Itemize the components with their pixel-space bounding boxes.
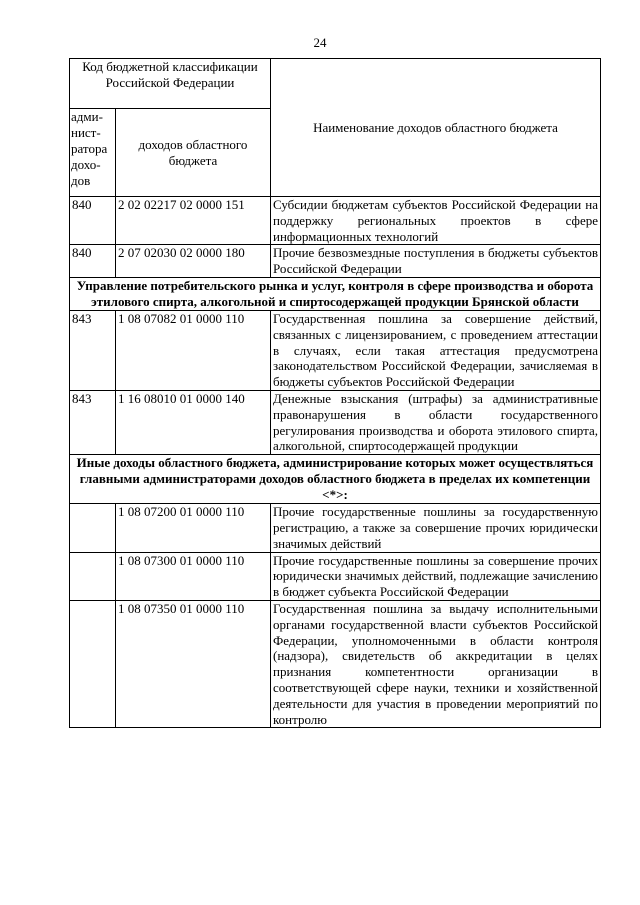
- table-row: [70, 552, 601, 600]
- table-row: [70, 245, 601, 278]
- admin-code: 840: [70, 197, 116, 245]
- income-name: Государственная пошлина за выдачу исполнительными органами государственной власти субъектов Российской Федерации, уполномоченными в области контроля (надзора), свидетельств об аккредитации в целях признания компетентности организации в соответствующей сфере науки, техники и хозяйственной деятельности для участия в проведении мероприятий по контролю: [271, 600, 601, 727]
- section-row: [70, 455, 601, 504]
- budget-code: 1 08 07350 01 0000 110: [116, 600, 271, 727]
- section-heading: Иные доходы областного бюджета, администрирование которых может осуществляться главными администраторами доходов областного бюджета в пределах их компетенции <*>:: [70, 455, 601, 504]
- budget-code: 1 08 07200 01 0000 110: [116, 504, 271, 552]
- budget-code: 2 02 02217 02 0000 151: [116, 197, 271, 245]
- income-name: Субсидии бюджетам субъектов Российской Федерации на поддержку региональных проектов в сфере информационных технологий: [271, 197, 601, 245]
- budget-code: 1 16 08010 01 0000 140: [116, 390, 271, 454]
- section-heading: Управление потребительского рынка и услуг, контроля в сфере производства и оборота этилового спирта, алкогольной и спиртосодержащей продукции Брянской области: [70, 277, 601, 310]
- table-row: [70, 600, 601, 727]
- income-name: Прочие государственные пошлины за совершение прочих юридически значимых действий, подлежащие зачислению в бюджет субъекта Российской Федерации: [271, 552, 601, 600]
- admin-code: 843: [70, 310, 116, 390]
- page-number: 24: [313, 35, 327, 50]
- admin-code: [70, 504, 116, 552]
- header-admin-col: адми-нист-ратора дохо-дов: [70, 109, 116, 197]
- budget-code: 1 08 07082 01 0000 110: [116, 310, 271, 390]
- admin-code: 840: [70, 245, 116, 278]
- header-income-col: доходов областного бюджета: [116, 109, 271, 197]
- budget-code: 1 08 07300 01 0000 110: [116, 552, 271, 600]
- budget-codes-table: [69, 58, 601, 728]
- header-code-title: Код бюджетной классификации Российской Федерации: [70, 59, 271, 109]
- income-name: Прочие безвозмездные поступления в бюджеты субъектов Российской Федерации: [271, 245, 601, 278]
- table-row: [70, 197, 601, 245]
- admin-code: [70, 552, 116, 600]
- admin-code: 843: [70, 390, 116, 454]
- income-name: Денежные взыскания (штрафы) за административные правонарушения в области государственного регулирования производства и оборота этилового спирта, алкогольной, спиртосодержащей продукции: [271, 390, 601, 454]
- budget-code: 2 07 02030 02 0000 180: [116, 245, 271, 278]
- table-row: [70, 390, 601, 454]
- header-name-col: Наименование доходов областного бюджета: [271, 59, 601, 197]
- income-name: Государственная пошлина за совершение действий, связанных с лицензированием, с проведением аттестации в случаях, если такая аттестация предусмотрена законодательством Российской Федерации, зачисляемая в бюджеты субъектов Российской Федерации: [271, 310, 601, 390]
- admin-code: [70, 600, 116, 727]
- section-row: [70, 277, 601, 310]
- income-name: Прочие государственные пошлины за государственную регистрацию, а также за совершение прочих юридически значимых действий: [271, 504, 601, 552]
- table-row: [70, 504, 601, 552]
- table-row: [70, 310, 601, 390]
